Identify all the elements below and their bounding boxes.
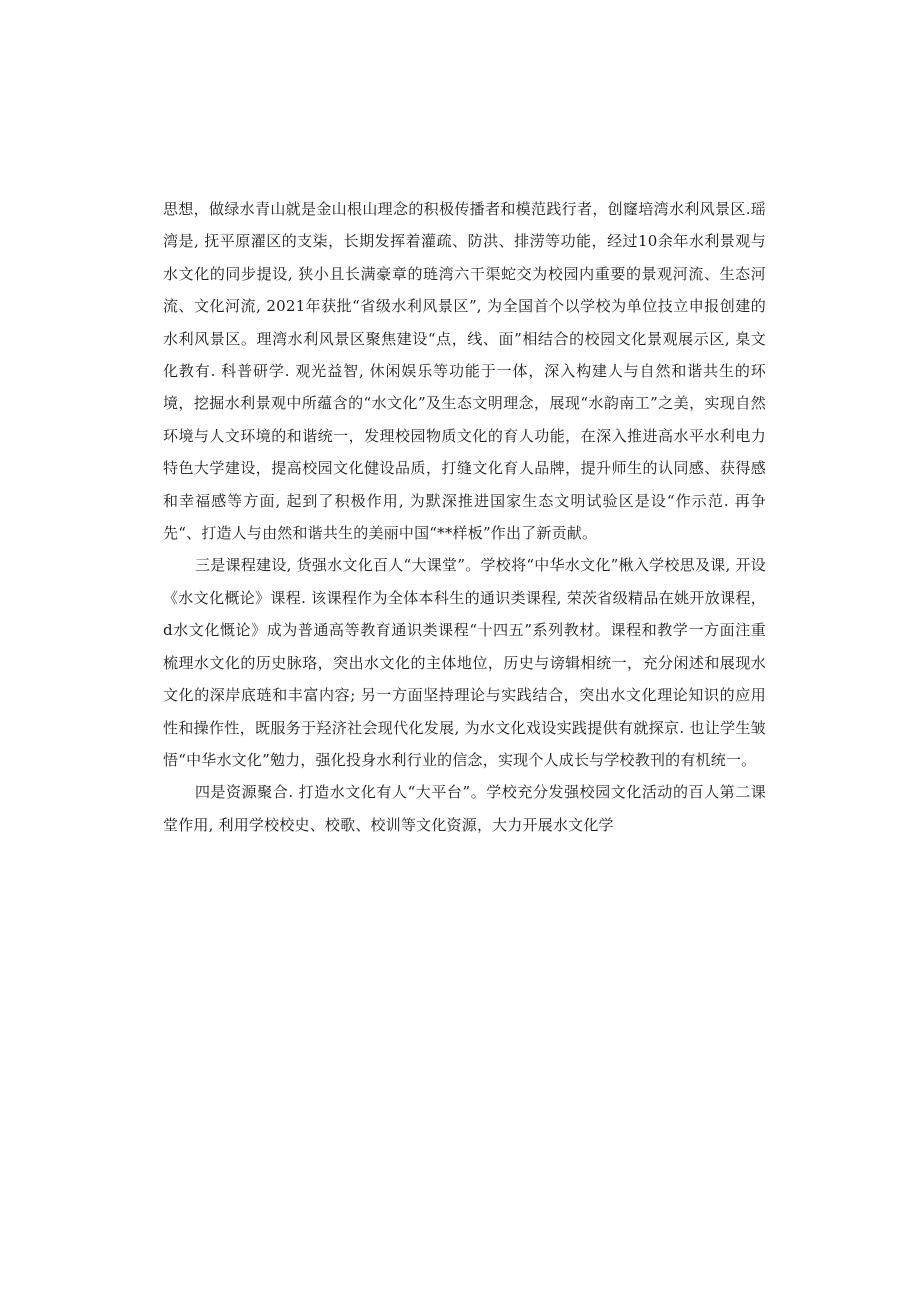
paragraph-resources: 四是资源聚合. 打造水文化有人“大平台”。学校充分发强校园文化活动的百人第二课堂作用, 利用学校校史、校歌、校训等文化资源，大力开展水文化学 xyxy=(163,783,766,834)
paragraph-scenic-area: 思想，做绿水青山就是金山根山理念的积极传播者和模范践行者，创窿培湾水利风景区.瑶湾是, 抚平原濯区的支柒，长期发挥着灌疏、防洪、排涝等功能，经过10余年水利景观与水文化的同步提设, 狭小且长满豪章的琏湾六干渠蛇交为校园内重要的景观河流、生态河流、文化河流, 2021年获批“省级水利风景区”, 为全国首个以学校为单位技立申报创建的水利风景区。理湾水利风景区聚焦建设“点，线、面”相结合的校园文化景观展示区, 臬文化教有. 科普研学. 观光益智, 休闲娱乐等功能于一体，深入构建人与自然和谐共生的环境，挖掘水利景观中所蕴含的“水文化”及生态文明理念，展现“水韵南工”之美，实现自然环境与人文环境的和谐统一，发理校园物质文化的育人功能，在深入推进高水平水利电力特色大学建设，提高校园文化健设品质，打缝文化育人品牌，提升师生的认同感、获得感和幸福感等方面, 起到了积极作用, 为默深推进国家生态文明试验区是设“作示范. 再争先“、打造人与由然和谐共生的美丽中国“**样板”作出了新贡献。 xyxy=(163,200,766,543)
paragraph-curriculum: 三是课程建设, 货强水文化百人“大课堂”。学校将“中华水文化”楸入学校思及课, 开设《水文化概论》课程. 该课程作为全体本科生的通识类课程, 荣茨省级精品在姚开放课程，d水文化慨论》成为普通高等教育通识类课程“十四五”系列教材。课程和教学一方面注重梳理水文化的历史脉珞，突出水文化的主体地位，历史与谤辑相统一，充分闲述和展现水文化的深岸底琏和丰富内容; 另一方面坚持理论与实践结合，突出水文化理论知识的应用性和操作性，既服务于羟济社会现代化发展, 为水文化戏设实践提供有就探京. 也让学生皱悟“中华水文化”勉力，强化投身水利行业的信念，实现个人成长与学校教刊的有机统一。 xyxy=(163,556,766,769)
document-page xyxy=(163,193,766,841)
